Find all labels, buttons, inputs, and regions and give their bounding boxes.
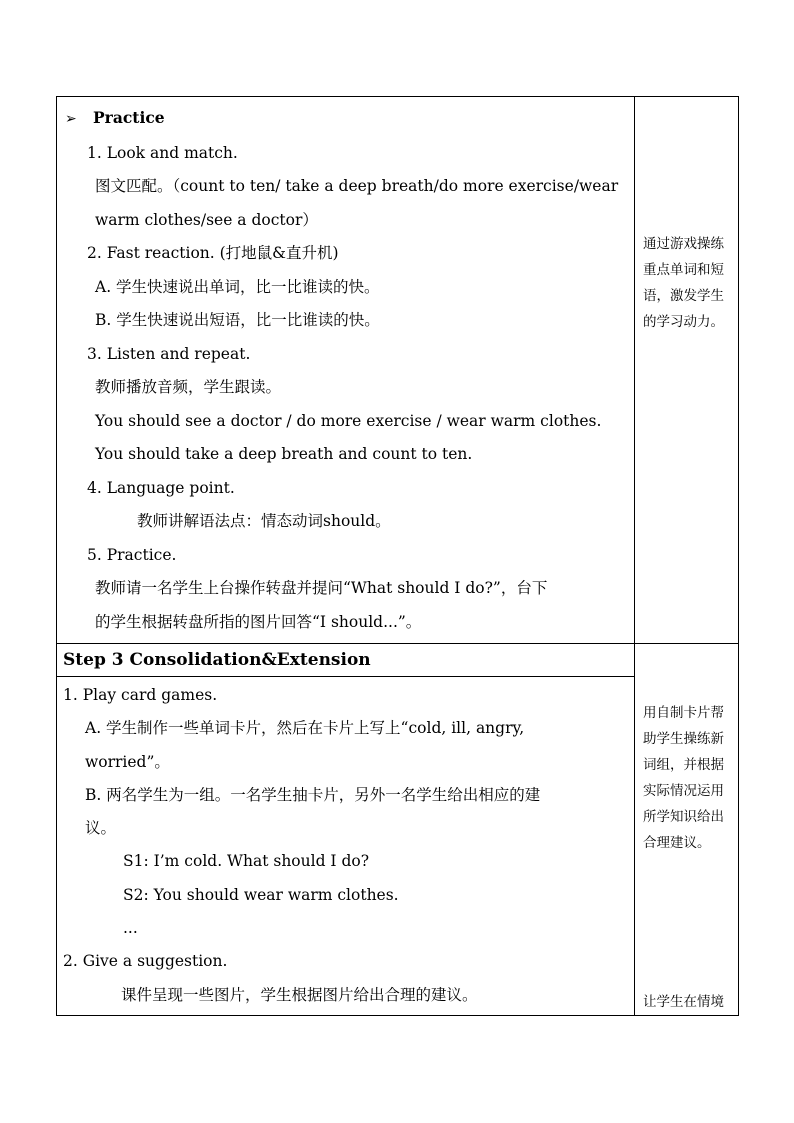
dialog-s1: S1: I’m cold. What should I do?: [123, 852, 370, 871]
item-practice-desc-2: 的学生根据转盘所指的图片回答“I should...”。: [95, 612, 422, 631]
item-card-a-1: A. 学生制作一些单词卡片，然后在卡片上写上“cold, ill, angry,: [85, 719, 525, 738]
lesson-plan-table: [56, 96, 739, 1016]
item-listen-sentence-2: You should take a deep breath and count to ten.: [95, 445, 473, 463]
practice-row: [57, 97, 739, 644]
step3-title: Step 3 Consolidation&Extension: [57, 644, 634, 677]
practice-heading: ➢ Practice: [65, 101, 628, 137]
item-fast-a: A. 学生快速说出单词，比一比谁读的快。: [95, 277, 380, 296]
item-fast-reaction: 2. Fast reaction. (打地鼠&直升机): [87, 244, 339, 262]
item-suggestion: 2. Give a suggestion.: [63, 952, 228, 971]
item-card-b-2: 议。: [85, 819, 117, 838]
item-match-desc-2: warm clothes/see a doctor）: [95, 210, 318, 229]
item-match-desc-1: 图文匹配。（count to ten/ take a deep breath/do more exercise/wear: [95, 177, 619, 195]
item-card-b-1: B. 两名学生为一组。一名学生抽卡片，另外一名学生给出相应的建: [85, 785, 541, 804]
practice-cell: [57, 97, 635, 644]
practice-note-cell: [635, 97, 739, 644]
item-suggestion-desc: 课件呈现一些图片，学生根据图片给出合理的建议。: [121, 985, 478, 1004]
practice-note: 通过游戏操练重点单词和短语，激发学生的学习动力。: [643, 236, 724, 330]
item-language-point: 4. Language point.: [87, 478, 235, 497]
item-look-match: 1. Look and match.: [87, 143, 238, 162]
dialog-ellipsis: ...: [123, 919, 138, 938]
item-practice-desc-1: 教师请一名学生上台操作转盘并提问“What should I do?”，台下: [95, 579, 548, 597]
consolidation-content: [57, 677, 634, 1012]
item-fast-b: B. 学生快速说出短语，比一比谁读的快。: [95, 311, 380, 329]
dialog-s2: S2: You should wear warm clothes.: [123, 885, 399, 904]
item-listen-sentence-1: You should see a doctor / do more exercise / wear warm clothes.: [95, 411, 602, 430]
consolidation-row: [57, 644, 739, 1016]
consolidation-cell: [57, 644, 635, 1016]
item-card-games: 1. Play card games.: [63, 686, 218, 704]
item-listen-repeat: 3. Listen and repeat.: [87, 344, 251, 363]
arrow-bullet-icon: ➢: [65, 111, 77, 127]
item-practice: 5. Practice.: [87, 545, 177, 564]
consolidation-note: 用自制卡片帮助学生操练新词组，并根据实际情况运用所学知识给出合理建议。: [643, 705, 724, 851]
consolidation-note-2: 让学生在情境: [643, 994, 724, 1010]
consolidation-note-cell: [635, 644, 739, 1016]
item-listen-desc: 教师播放音频，学生跟读。: [95, 378, 282, 396]
item-language-desc: 教师讲解语法点：情态动词should。: [137, 512, 391, 530]
item-card-a-2: worried”。: [85, 752, 170, 771]
